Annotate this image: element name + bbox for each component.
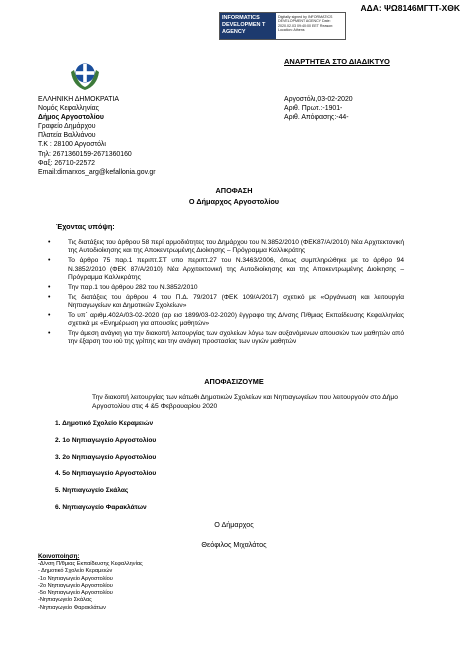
- list-item: • Την άμεση ανάγκη για την διακοπή λειτουργίας των σχολείων λόγω των αυξανόμενων απουσιών των μαθητών από την έξαρση του ιού της γρίπης και την ανάγκη προστασίας των υγιών μαθητών: [56, 330, 404, 347]
- digital-signature-stamp: [219, 12, 346, 40]
- header-line: Email:dimarxos_arg@kefallonia.gov.gr: [38, 168, 156, 176]
- schools-list: [55, 420, 156, 521]
- header-line: Φαξ: 26710-22572: [38, 159, 96, 167]
- header-line: Νομός Κεφαλληνίας: [38, 105, 99, 113]
- signer-name: Θεόφιλος Μιχαλάτος: [201, 540, 267, 549]
- document-reference: [284, 95, 353, 122]
- ada-code: ΑΔΑ: ΨΩ8146ΜΓΤΤ-ΧΘΚ: [360, 3, 460, 13]
- decide-heading: ΑΠΟΦΑΣΙΖΟΥΜΕ: [204, 377, 264, 386]
- list-item: 3. 2ο Νηπιαγωγείο Αργοστολίου: [55, 453, 157, 461]
- issuer-header: [38, 95, 156, 177]
- notification-list: [38, 561, 143, 612]
- list-item: 2. 1ο Νηπιαγωγείο Αργοστολίου: [55, 436, 157, 444]
- list-item: • Τις διατάξεις του άρθρου 58 περί αρμοδιότητες του Δημάρχου του Ν.3852/2010 (ΦΕΚ87/Α/2010) Νέα Αρχιτεκτονική της Αυτοδιοίκησης και της Αποκεντρωμένης Διοίκησης – Πρόγραμμα Καλλικράτης: [56, 239, 404, 256]
- list-item: • Τις διατάξεις του άρθρου 4 του Π.Δ. 79/2017 (ΦΕΚ 109/Α/2017) σχετικό με «Οργάνωση και λειτουργία Νηπιαγωγείων και Δημοτικών Σχολείων»: [56, 294, 404, 311]
- list-item: -Νηπιαγωγείο Φαρακλάτων: [38, 604, 106, 611]
- header-line: Τηλ: 2671360159-2671360160: [38, 150, 132, 158]
- posted-online-label: ΑΝΑΡΤΗΤΕΑ ΣΤΟ ΔΙΑΔΙΚΤΥΟ: [284, 57, 390, 66]
- signer-title: Ο Δήμαρχος: [214, 520, 254, 529]
- greek-emblem-icon: [68, 59, 102, 92]
- header-line: ΕΛΛΗΝΙΚΗ ΔΗΜΟΚΡΑΤΙΑ: [38, 96, 119, 103]
- list-item: -Νηπιαγωγείο Σκάλας: [38, 597, 92, 604]
- considering-heading: Έχοντας υπόψη:: [56, 222, 115, 231]
- list-item: • Το υπ΄ αριθμ.402Α/03-02-2020 (αρ εισ 1899/03-02-2020) έγγραφο της Δ/νσης Π/θμιας Εκπαίδευσης Κεφαλληνίας σχετικά με «Ενημέρωση για απουσίες μαθητών»: [56, 312, 404, 329]
- list-item: -1ο Νηπιαγωγείο Αργοστολίου: [38, 575, 113, 582]
- decision-number: Αριθ. Απόφασης:-44-: [284, 114, 349, 122]
- decision-intro: Την διακοπή λειτουργίας των κάτωθι Δημοτικών Σχολείων και Νηπιαγωγείων που λειτουργούν στο Δήμο Αργοστολίου στις 4 &5 Φεβρουαρίου 2020: [92, 394, 398, 410]
- header-line: Δήμος Αργοστολίου: [38, 114, 104, 122]
- mayor-title: Ο Δήμαρχος Αργοστολίου: [188, 197, 280, 206]
- list-item: • Το άρθρο 75 παρ.1 περιπτ.ΣΤ υπο περιπτ.27 του Ν.3463/2006, όπως συμπληρώθηκε με το άρθρο 94 Ν.3852/2010 (ΦΕΚ 87/Α/2010) Νέα Αρχιτεκτονική της Αυτοδιοίκησης και της Αποκεντρωμένης Διοίκησης – Πρόγραμμα Καλλικράτης: [56, 257, 404, 282]
- header-line: Τ.Κ : 28100 Αργοστόλι: [38, 141, 106, 149]
- list-item: 5. Νηπιαγωγείο Σκάλας: [55, 487, 129, 495]
- decision-title: ΑΠΟΦΑΣΗ: [215, 186, 253, 195]
- list-item: -5ο Νηπιαγωγείο Αργοστολίου: [38, 590, 113, 597]
- list-item: -Δ/νση Π/θμιας Εκπαίδευσης Κεφαλληνίας: [38, 561, 143, 567]
- list-item: 1. Δημοτικό Σχολείο Κεραμειών: [55, 420, 154, 427]
- notification-heading: Κοινοποίηση:: [38, 553, 80, 560]
- list-item: 4. 5ο Νηπιαγωγείο Αργοστολίου: [55, 470, 157, 478]
- header-line: Πλατεία Βαλλιάνου: [38, 132, 96, 140]
- stamp-signature-details: Digitally signed by INFORMATICS DEVELOPMENT AGENCY Date: 2020.02.03 09:40:00 EET Reason: Location: Athens: [278, 15, 334, 33]
- list-item: - Δημοτικό Σχολείο Κεραμειών: [38, 568, 113, 575]
- header-line: Γραφείο Δημάρχου: [38, 123, 96, 131]
- document-date: Αργοστόλι,03-02-2020: [284, 96, 353, 103]
- list-item: -2ο Νηπιαγωγείο Αργοστολίου: [38, 582, 113, 589]
- considerations-list: [56, 239, 404, 348]
- protocol-number: Αριθ. Πρωτ.:-1901-: [284, 105, 343, 113]
- list-item: • Την παρ.1 του άρθρου 282 του Ν.3852/2010: [56, 284, 404, 292]
- stamp-agency-label: INFORMATICS DEVELOPMEN T AGENCY: [220, 13, 276, 39]
- list-item: 6. Νηπιαγωγείο Φαρακλάτων: [55, 503, 147, 511]
